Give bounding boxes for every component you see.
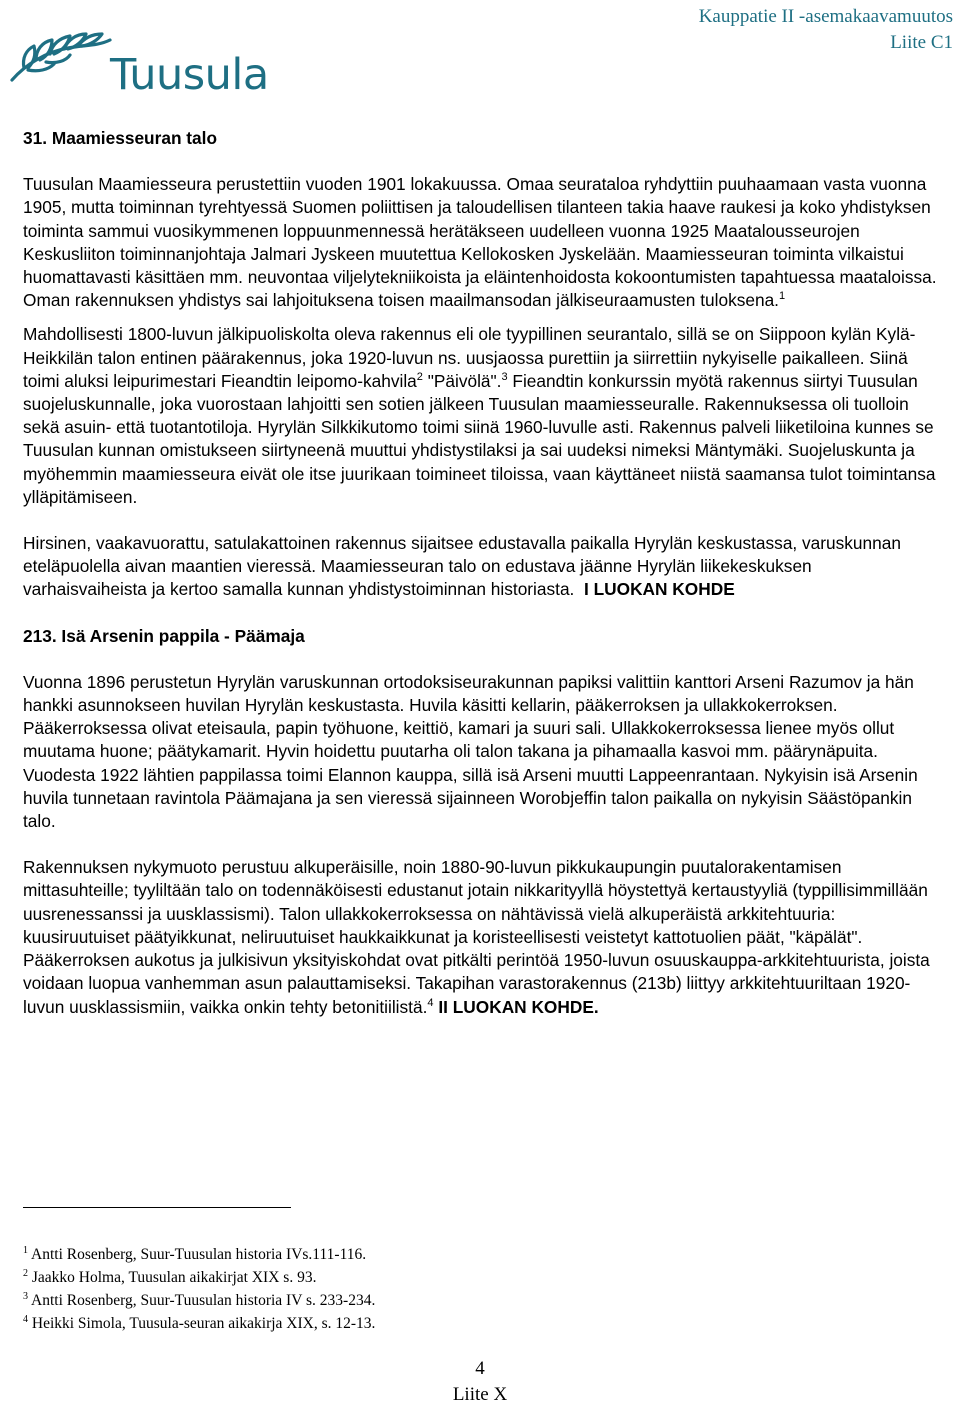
paragraph-text: Hirsinen, vaakavuorattu, satulakattoinen rakennus sijaitsee edustavalla paikalla Hyrylän keskustassa, varuskunnan eteläpuolella aivan maantien vieressä. Maamiesseuran talo on edustava jäänne Hyrylän liikekeskuksen varhaisvaiheista ja kertoo samalla kunnan yhdistystoiminnan historiasta. <box>23 533 901 600</box>
paragraph <box>23 532 938 602</box>
footnote-text: Antti Rosenberg, Suur-Tuusulan historia IV s. 233-234. <box>31 1292 376 1309</box>
page-number: 4 <box>475 1358 485 1379</box>
footnote-number: 2 <box>23 1267 28 1279</box>
classification-label: I LUOKAN KOHDE <box>583 579 735 600</box>
footnote-text: Jaakko Holma, Tuusulan aikakirjat XIX s. 93. <box>31 1269 317 1286</box>
document-header <box>699 4 953 56</box>
header-appendix: Liite C1 <box>890 32 953 53</box>
tuusula-logo <box>6 24 286 100</box>
footnote-separator <box>23 1207 291 1208</box>
footnotes <box>23 1243 375 1335</box>
paragraph-text: Vuonna 1896 perustetun Hyrylän varuskunnan ortodoksiseurakunnan papiksi valittiin kanttori Arseni Razumov ja hän hankki asunnokseen huvilan Hyrylän keskustasta. Huvila käsitti kellarin, pääkerroksen ja ullakkokerroksen. Pääkerroksessa olivat eteisaula, papin työhuone, keittiö, kamari ja suuri sali. Ullakkokerroksessa lienee myös ollut muutama huone; päätykamarit. Hyvin hoidettu puutarha oli talon takana ja pihamaalla kasvoi mm. päärynäpuita. Vuodesta 1922 lähtien pappilassa toimi Elannon kauppa, sillä isä Arseni muutti Lappeenrantaan. Nykyisin isä Arsenin huvila tunnetaan ravintola Päämajana ja sen vieressä sijainneen Worobjeffin talon paikalla on nykyisin Säästöpankin talo. <box>23 671 918 832</box>
footer-appendix: Liite X <box>452 1384 508 1405</box>
logo-wordmark: Tuusula <box>110 50 269 100</box>
footnote-number: 1 <box>23 1244 28 1256</box>
paragraph <box>23 856 938 1018</box>
page-footer <box>0 1356 960 1408</box>
footnote-item <box>23 1266 375 1289</box>
footnote-ref[interactable]: 2 <box>416 371 423 384</box>
header-title: Kauppatie II -asemakaavamuutos <box>698 6 953 27</box>
footnote-item <box>23 1243 375 1266</box>
footnote-item <box>23 1289 375 1312</box>
paragraph-text: Mahdollisesti 1800-luvun jälkipuoliskolta oleva rakennus eli ole tyypillinen seurantalo, sillä se on Siippoon kylän Kylä-Heikkilän talon entinen päärakennus, joka 1920-luvun ns. uusjaossa purettiin ja siirrettiin nykyiselle paikalleen. Siinä toimi aluksi leipurimestari Fieandtin leipomo-kahvila <box>23 324 916 391</box>
footnote-ref[interactable]: 1 <box>779 290 786 303</box>
footnote-text: Antti Rosenberg, Suur-Tuusulan historia IVs.111-116. <box>31 1246 367 1263</box>
footnote-number: 4 <box>23 1313 28 1325</box>
classification-label: II LUOKAN KOHDE. <box>438 996 599 1017</box>
document-body <box>23 127 938 1019</box>
footnote-number: 3 <box>23 1290 28 1302</box>
paragraph <box>23 671 938 833</box>
footnote-text: Heikki Simola, Tuusula-seuran aikakirja XIX, s. 12-13. <box>31 1315 376 1332</box>
section-heading-213: 213. Isä Arsenin pappila - Päämaja <box>23 625 305 646</box>
paragraph <box>23 173 938 312</box>
footnote-ref[interactable]: 3 <box>501 371 508 384</box>
paragraph <box>23 323 938 509</box>
logo-leaf-icon <box>6 24 116 88</box>
footnote-item <box>23 1312 375 1335</box>
paragraph-text: Fieandtin konkurssin myötä rakennus siirtyi Tuusulan suojeluskunnalle, joka vuorostaan lahjoitti sen sotien jälkeen Tuusulan maamiesseuralle. Rakennuksessa oli tuolloin sekä asuin- että tuotantotiloja. Hyrylän Silkkikutomo toimi siinä 1960-luvulle asti. Rakennus palveli liiketiloina kunnes se Tuusulan kunnan omistukseen siirtyneenä muuttui yhdistystilaksi ja sai uudeksi nimeksi Mäntymäki. Suojeluskunta ja myöhemmin maamiesseura eivät ole itse juurikaan toimineet tiloissa, vaan käyttäneet niistä saamansa tulot toimintansa ylläpitämiseen. <box>23 370 936 507</box>
paragraph-text: Rakennuksen nykymuoto perustuu alkuperäisille, noin 1880-90-luvun pikkukaupungin puutalorakentamisen mittasuhteille; tyyliltään talo on todennäköisesti edustanut jotain nikkarityyllä höystettyä kertaustyyliä (typpillisimmillään uusrenessanssi ja uusklassismi). Talon ullakkokerroksessa on nähtävissä vielä alkuperäistä arkkitehtuuria: kuusiruutuiset päätyikkunat, neliruutuiset haukkaikkunat ja koristeellisesti veistetyt kattotuolien päät, "käpälät". Pääkerroksen aukotus ja julkisivun yksityiskohdat ovat pitkälti perintöä 1950-luvun osuuskauppa-arkkitehtuurista, joista voidaan luopua vanhemman asun palauttamiseksi. Takapihan varastorakennus (213b) liittyy arkkitehtuuriltaan 1920-luvun uusklassismiin, vaikka onkin tehty betonitiilistä. <box>23 857 930 1017</box>
paragraph-text: Tuusulan Maamiesseura perustettiin vuoden 1901 lokakuussa. Omaa seurataloa ryhdyttiin puuhaamaan vasta vuonna 1905, mutta toiminnan tyrehtyessä Suomen poliittisen ja taloudellisen tilanteen takia haave raukesi ja koko yhdistyksen toiminta sammui vuosikymmenen loppuunmennessä herätäkseen uudelleen vuonna 1925 Maatalousseurojen Keskusliiton toiminnanjohtaja Jalmari Jyskeen muutettua Kellokosken Jyskelään. Maamiesseuran toiminta vilkaistui huomattavasti käsittäen mm. neuvontaa viljelytekniikoista ja eläintenhoidosta kokoontumisten tapahtuessa maataloissa. Oman rakennuksen yhdistys sai lahjoituksena toisen maailmansodan jälkiseuraamusten tuloksena. <box>23 174 937 311</box>
section-heading-31: 31. Maamiesseuran talo <box>23 128 218 148</box>
footnote-ref[interactable]: 4 <box>427 996 434 1009</box>
paragraph-text: "Päivölä". <box>422 370 502 391</box>
